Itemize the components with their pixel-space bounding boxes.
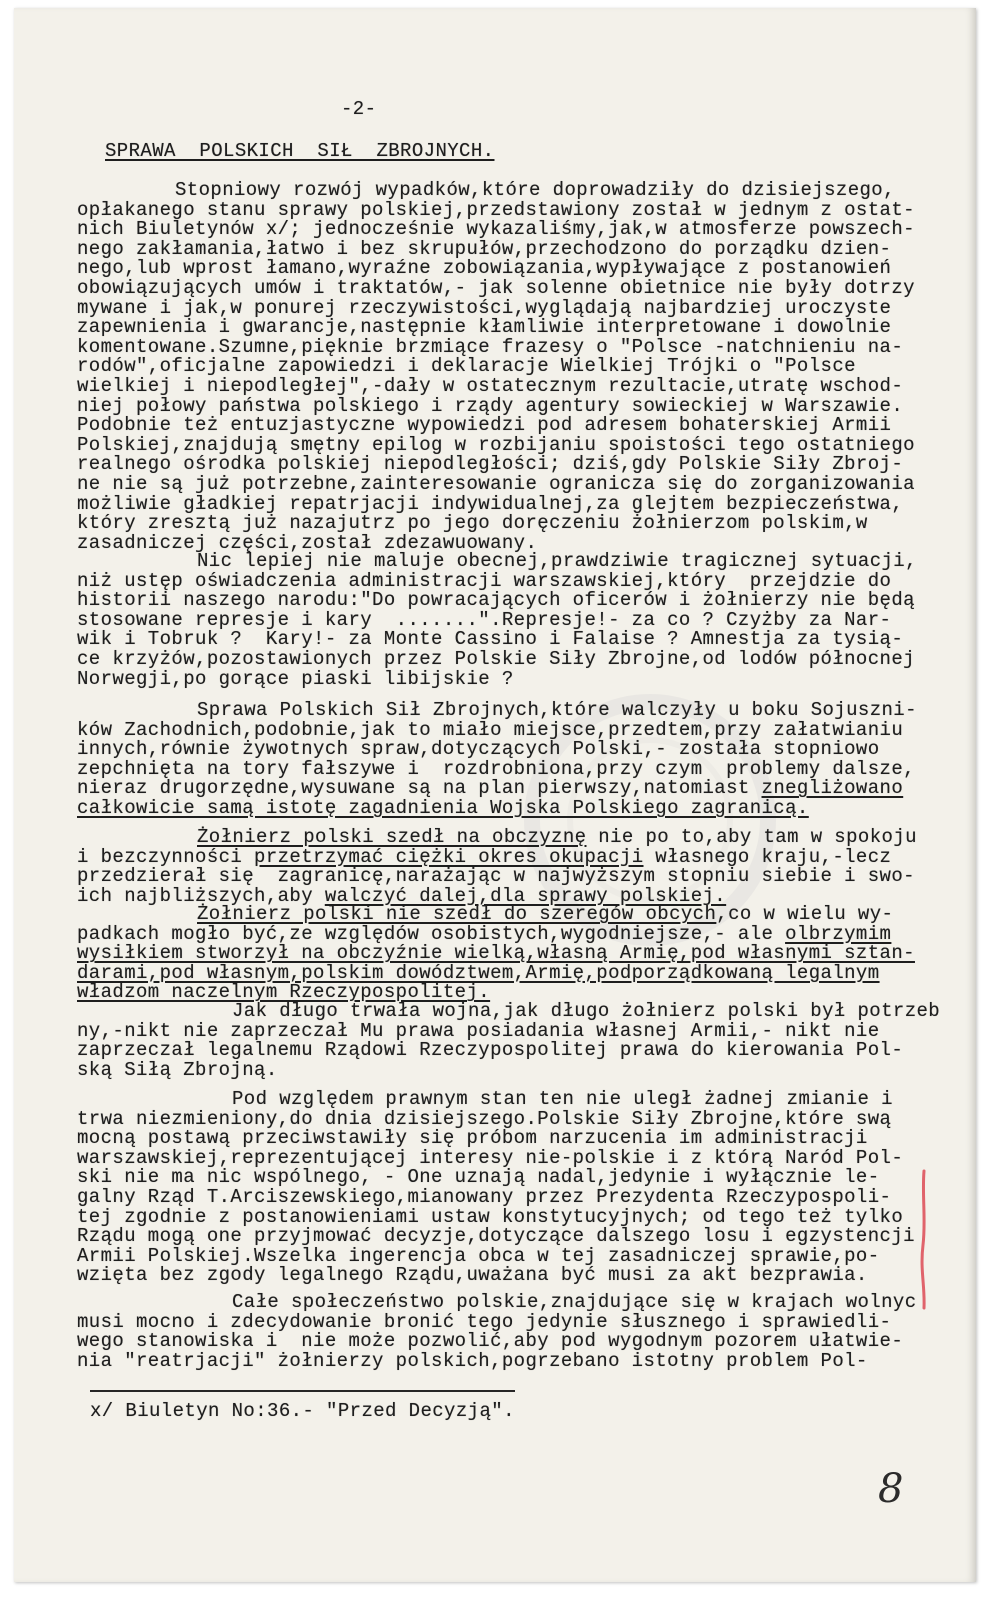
- text-line: historii naszego narodu:"Do powracających oficerów i żołnierzy nie będą: [77, 589, 915, 612]
- text-run: nie po to,aby tam w spokoju: [586, 826, 917, 848]
- text-line: nich Biuletynów x/; jednocześnie wykazaliśmy,jak,w atmosferze powszech-: [77, 218, 915, 241]
- text-line: Armii Polskiej.Wszelka ingerencja obca w tej zasadniczej sprawie,po-: [77, 1244, 880, 1267]
- text-line: Norwegji,po gorące piaski libijskie ?: [77, 667, 514, 690]
- text-line: nego,lub wprost łamano,wyraźne zobowiązania,wypływające z postanowień: [77, 257, 892, 280]
- text-line: trwa niezmieniony,do dnia dzisiejszego.Polskie Siły Zbrojne,które swą: [77, 1107, 892, 1130]
- underlined-text-run: Żołnierz polski nie szedł do szeregów obcych: [197, 903, 717, 925]
- text-line: ską Siłą Zbrojną.: [77, 1058, 278, 1081]
- text-line: Rządu mogą one przyjmować decyzje,dotyczące dalszego losu i egzystencji: [77, 1225, 915, 1248]
- text-line: nego zakłamania,łatwo i bez skrupułów,przechodzono do porządku dzien-: [77, 237, 892, 260]
- text-run: padkach mogło być,ze względów osobistych,wygodniejsze,- ale: [77, 922, 786, 945]
- text-line: mywane i jak,w ponurej rzeczywistości,wyglądają najbardziej uroczyste: [77, 296, 892, 319]
- handwritten-page-number: 8: [878, 1466, 904, 1512]
- text-line: niż ustęp oświadczenia administracji warszawskiej,który przejdzie do: [77, 569, 892, 592]
- text-line: Podobnie też entuzjastyczne wypowiedzi pod adresem bohaterskiej Armii: [77, 414, 892, 437]
- text-line: możliwie gładkiej repatrjacji indywidualnej,za glejtem bezpieczeństwa,: [77, 492, 904, 515]
- underlined-text-run: olbrzymim: [785, 922, 892, 945]
- text-line: galny Rząd T.Arciszewskiego,mianowany przez Prezydenta Rzeczypospoli-: [77, 1185, 892, 1208]
- text-line: komentowane.Szumne,pięknie brzmiące frazesy o "Polsce -natchnieniu na-: [77, 335, 904, 358]
- text-line: Nic lepiej nie maluje obecnej,prawdziwie tragicznej sytuacji,: [197, 550, 917, 572]
- text-line: Jak długo trwała wojna,jak długo żołnierz polski był potrzeb: [232, 1000, 941, 1022]
- text-line: zaprzeczał legalnemu Rządowi Rzeczypospolitej prawa do kierowania Pol-: [77, 1039, 904, 1062]
- footnote-separator: [90, 1390, 515, 1392]
- paragraph-2: [77, 552, 917, 689]
- text-line: realnego ośrodka polskiej niepodległości; dziś,gdy Polskie Siły Zbroj-: [77, 453, 904, 476]
- text-run: nieraz drugorzędne,wysuwane są na plan pierwszy,natomiast: [77, 777, 762, 800]
- page-marker: -2-: [341, 98, 377, 120]
- text-line: wik i Tobruk ? Kary!- za Monte Cassino i Falaise ? Amnestja za tysią-: [77, 628, 904, 651]
- text-line: niej połowy państwa polskiego i rządy agentury sowieckiej w Warszawie.: [77, 394, 904, 417]
- underlined-text-line: darami,pod własnym,polskim dowództwem,Armię,podporządkowaną legalnym: [77, 961, 880, 984]
- text-run: własnego kraju,-lecz: [643, 845, 892, 868]
- paragraph-7: [77, 1090, 915, 1286]
- text-line: rodów",oficjalne zapowiedzi i deklaracje Wielkiej Trójki o "Polsce: [77, 355, 856, 378]
- paragraph-3: [77, 701, 917, 819]
- text-line: Sprawa Polskich Sił Zbrojnych,które walczyły u boku Sojuszni-: [197, 699, 917, 721]
- text-line: Polskiej,znajdują smętny epilog w rozbijaniu spoistości tego ostatniego: [77, 433, 915, 456]
- text-line: obowiązujących umów i traktatów,- jak solenne obietnice nie były dotrzy: [77, 276, 915, 299]
- text-line: innych,równie żywotnych spraw,dotyczących Polski,- została stopniowo: [77, 738, 880, 761]
- paragraph-8: [77, 1293, 917, 1371]
- text-line: warszawskiej,reprezentującej interesy nie-polskie i z którą Naród Pol-: [77, 1146, 904, 1169]
- text-run: i bezczynności: [77, 845, 255, 868]
- underlined-text-line: władzom naczelnym Rzeczypospolitej.: [77, 981, 491, 1004]
- text-line: opłakanego stanu sprawy polskiej,przedstawiony został w jednym z ostat-: [77, 198, 915, 221]
- text-line: tej zgodnie z postanowieniami ustaw konstytucyjnych; od tego też tylko: [77, 1205, 904, 1228]
- text-line: wzięta bez zgody legalnego Rządu,uważana być musi za akt bezprawia.: [77, 1264, 868, 1287]
- underlined-text-run: przetrzymać ciężki okres okupacji: [254, 845, 644, 868]
- text-line: zasadniczej części,został zdezawuowany.: [77, 531, 538, 554]
- paragraph-5: [77, 905, 915, 1003]
- section-title: SPRAWA POLSKICH SIŁ ZBROJNYCH.: [105, 140, 495, 162]
- text-line: stosowane represje i kary .......".Represje!- za co ? Czyżby za Nar-: [77, 608, 892, 631]
- text-line: wielkiej i niepodległej",-dały w ostatecznym rezultacie,utratę wschod-: [77, 374, 904, 397]
- text-line: który zresztą już nazajutrz po jego doręczeniu żołnierzom polskim,w: [77, 512, 868, 535]
- text-line: mocną postawą przeciwstawiły się próbom narzucenia im administracji: [77, 1127, 868, 1150]
- paragraph-4: [77, 828, 917, 906]
- red-pencil-mark: [912, 1165, 936, 1315]
- text-line: ski nie ma nic wspólnego, - One uznają nadal,jedynie i wyłącznie le-: [77, 1166, 880, 1189]
- underlined-text-run: znegliżowano: [761, 777, 904, 800]
- text-line: Stopniowy rozwój wypadków,które doprowadziły do dzisiejszego,: [175, 179, 895, 201]
- footnote: x/ Biuletyn No:36.- "Przed Decyzją".: [90, 1400, 515, 1422]
- text-line: musi mocno i zdecydowanie bronić tego jedynie słusznego i sprawiedli-: [77, 1310, 892, 1333]
- text-line: ny,-nikt nie zaprzeczał Mu prawa posiadania własnej Armii,- nikt nie: [77, 1019, 880, 1042]
- text-run: ,co w wielu wy-: [716, 903, 894, 925]
- paragraph-6: [77, 1002, 940, 1080]
- text-line: ce krzyżów,pozostawionych przez Polskie Siły Zbrojne,od lodów północnej: [77, 647, 915, 670]
- underlined-text-run: walczyć dalej,dla sprawy polskiej.: [324, 884, 727, 907]
- underlined-text-line: wysiłkiem stworzył na obczyźnie wielką,własną Armię,pod własnymi sztan-: [77, 942, 915, 965]
- underlined-text-run: Żołnierz polski szedł na obczyznę: [197, 826, 587, 848]
- text-line: Całe społeczeństwo polskie,znajdujące się w krajach wolnyc: [232, 1291, 917, 1313]
- text-line: Pod względem prawnym stan ten nie uległ żadnej zmianie i: [232, 1088, 893, 1110]
- text-line: ne nie są już potrzebne,zainteresowanie ogranicza się do zorganizowania: [77, 472, 915, 495]
- underlined-text-line: całkowicie samą istotę zagadnienia Wojska Polskiego zagranicą.: [77, 796, 809, 819]
- text-line: nia "reatrjacji" żołnierzy polskich,pogrzebano istotny problem Pol-: [77, 1349, 868, 1372]
- paragraph-1: [77, 181, 915, 553]
- text-line: przedzierał się zagranicę,narażając w najwyższym stopniu siebie i swo-: [77, 865, 915, 888]
- text-line: ków Zachodnich,podobnie,jak to miało miejsce,przedtem,przy załatwianiu: [77, 718, 904, 741]
- text-line: zepchnięta na tory fałszywe i rozdrobniona,przy czym problemy dalsze,: [77, 757, 915, 780]
- text-line: wego stanowiska i nie może pozwolić,aby pod wygodnym pozorem ułatwie-: [77, 1330, 904, 1353]
- text-run: ich najbliższych,aby: [77, 884, 325, 907]
- text-line: zapewnienia i gwarancje,następnie kłamliwie interpretowane i dowolnie: [77, 316, 892, 339]
